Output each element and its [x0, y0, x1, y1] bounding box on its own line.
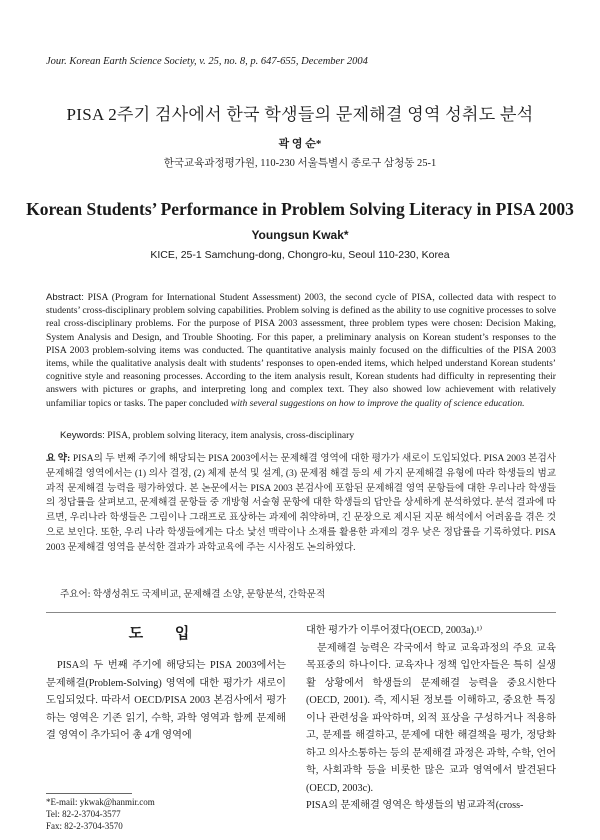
korean-affiliation: 한국교육과정평가원, 110-230 서울특별시 종로구 삼청동 25-1 — [163, 158, 437, 169]
footnote-rule — [46, 793, 132, 794]
english-keywords — [60, 430, 560, 441]
right-paragraph-2: 문제해결 능력은 각국에서 학교 교육과정의 주요 교육 목표중의 하나이다. 교육자나 정책 입안자들은 특히 실생활 상황에서 학생들의 문제해결 능력을 중요시한다(OECD, 2001). 즉, 제시된 정보를 이해하고, 중요한 특징이나 관련성을 파악하며, 외적 표상을 구성하거나 적용하고, 문제를 해결하고, 문제에 대한 해결책을 평가, 정당화하고 의사소통하는 등의 문제해결 과정은 과학, 수학, 언어학, 사회과학 등을 비롯한 많은 교과 영역에서 발견된다(OECD, 2003c). — [306, 642, 556, 794]
footnote-tel: Tel: 82-2-3704-3577 — [46, 809, 121, 819]
right-paragraph-3: PISA의 문제해결 영역은 학생들의 범교과적(cross- — [306, 800, 524, 811]
section-divider — [46, 612, 556, 613]
body-left-column — [46, 657, 286, 745]
abstract-label: Abstract: — [46, 292, 84, 303]
korean-keywords-text: 학생성취도 국제비교, 문제해결 소양, 문항분석, 간학문적 — [92, 589, 326, 600]
korean-abstract — [46, 452, 556, 556]
korean-abstract-text: PISA의 두 번째 주기에 해당되는 PISA 2003에서는 문제해결 영역에 대한 평가가 새로이 도입되었다. PISA 2003 본검사 문제해결 영역에서는 (1) 의사 결정, (2) 체제 분석 및 설계, (3) 문제점 해결 등의 세 가지 문제해결 유형에 따라 학생들의 범교과적 문제해결 능력을 평가하였다. 본 논문에서는 PISA 2003 본검사에 포함된 문제해결 영역 문항들에 대한 우리나라 학생들의 정답률을 살펴보고, 문제해결 문항들 중 개방형 서술형 문항에 대한 학생들의 답안을 상세하게 분석하였다. 분석 결과에 따르면, 우리나라 학생들은 그림이나 그래프로 표상하는 과제에 취약하며, 긴 문장으로 제시된 지문 해석에서 어려움을 겪은 것으로 보인다. 또한, 우리 나라 학생들에게는 다소 낯선 맥락이나 소재를 활용한 과제의 경우 낮은 정답률을 기록하였다. PISA 2003 문제해결 영역을 분석한 결과가 과학교육에 주는 시사점도 논의하였다. — [46, 453, 556, 553]
english-author: Youngsun Kwak* — [251, 228, 349, 242]
korean-title: PISA 2주기 검사에서 한국 학생들의 문제해결 영역 성취도 분석 — [66, 105, 534, 124]
keywords-label: Keywords: — [60, 430, 105, 441]
korean-abstract-label: 요 약: — [46, 453, 71, 464]
english-affiliation: KICE, 25-1 Samchung-dong, Chongro-ku, Seoul 110-230, Korea — [150, 249, 450, 261]
abstract-conclusion: with several suggestions on how to improve the quality of science education. — [230, 397, 525, 409]
footnote — [46, 796, 286, 832]
body-right-column — [306, 622, 556, 815]
section-heading: 도 입 — [128, 626, 204, 642]
left-paragraph: PISA의 두 번째 주기에 해당되는 PISA 2003에서는 문제해결(Problem-Solving) 영역에 대한 평가가 새로이 도입되었다. 따라서 OECD/PISA 2003 본검사에서 평가하는 영역은 기존 읽기, 수학, 과학 영역과 함께 문제해결 영역이 추가되어 총 4개 영역에 — [46, 660, 286, 741]
journal-citation: Jour. Korean Earth Science Society, v. 25, no. 8, p. 647-655, December 2004 — [46, 56, 368, 67]
abstract-text: PISA (Program for International Student Assessment) 2003, the second cycle of PISA, collected data with respect to students’ cross-disciplinary problem solving capabilities. Problem solving is defined as the ability to use cognitive processes to solve real cross-disciplinary problems. For the purpose of PISA 2003 assessment, three problem types were chosen: Decision Making, System Analysis and Design, and Trouble Shooting. For this paper, a preliminary analysis on Korean student’s responses to the PISA 2003 problem-solving items was conducted. The quantitative analysis mainly focused on the difficulties of the PISA 2003 items, while the qualitative analysis dealt with students’ responses to open-ended items, which helped understand Korean students’ cognitive style and reasoning processes. According to the item analysis result, Korean students had difficulty in representing their answers with pictures or graphs, and interpreting long and complex text. They also showed low achievement with relatively unfamiliar topics or tasks. The paper concluded — [46, 292, 556, 409]
footnote-fax: Fax: 82-2-3704-3570 — [46, 821, 123, 831]
english-abstract — [46, 291, 556, 410]
korean-keywords-label: 주요어: — [60, 589, 91, 600]
right-paragraph-1: 대한 평가가 이루어졌다(OECD, 2003a).¹⁾ — [306, 625, 483, 636]
korean-keywords — [60, 586, 560, 600]
english-title: Korean Students’ Performance in Problem Solving Literacy in PISA 2003 — [26, 199, 574, 219]
keywords-text: PISA, problem solving literacy, item analysis, cross-disciplinary — [107, 430, 355, 441]
korean-author: 곽 영 순* — [278, 138, 322, 150]
footnote-email: *E-mail: ykwak@hanmir.com — [46, 797, 155, 807]
